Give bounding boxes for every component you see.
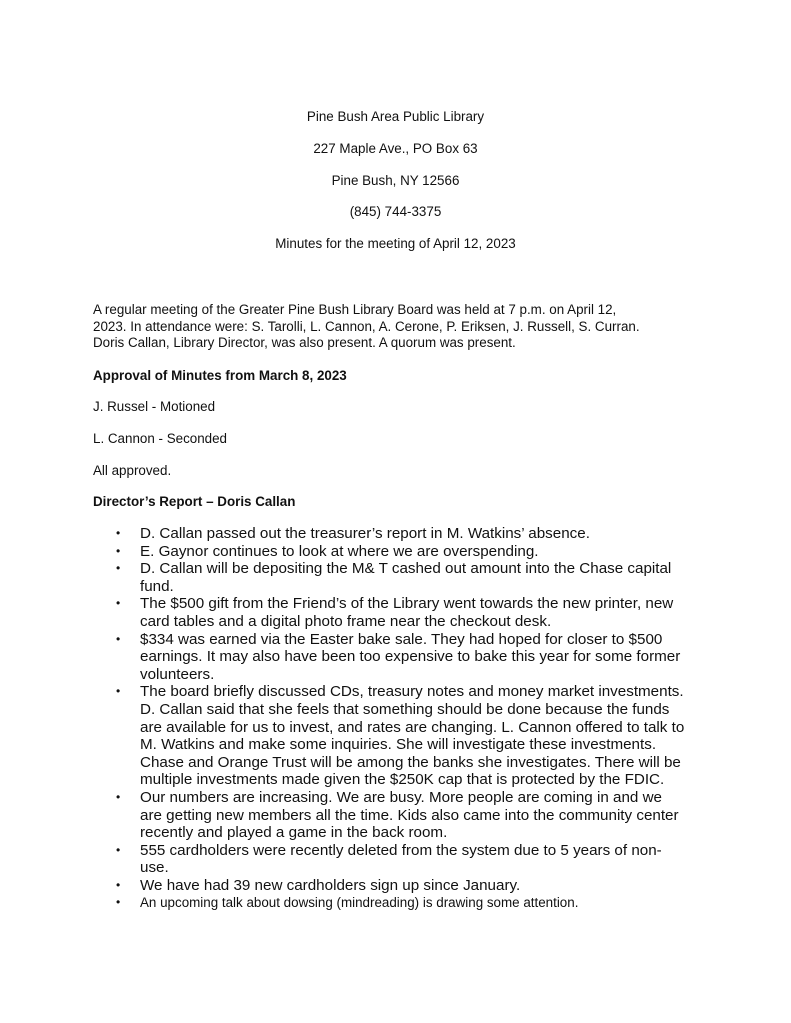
list-item [93,894,703,911]
director-report-list [93,525,703,911]
bullet-icon: • [116,543,121,558]
intro-line: A regular meeting of the Greater Pine Bush Library Board was held at 7 p.m. on April 12, [93,302,617,317]
library-name: Pine Bush Area Public Library [306,109,485,124]
list-item-line: We have had 39 new cardholders sign up since January. [140,876,521,894]
library-address: 227 Maple Ave., PO Box 63 [313,141,478,156]
list-item-line: recently and played a game in the back room. [140,824,448,842]
bullet-icon: • [116,561,121,576]
list-item [93,789,703,842]
approval-seconded: L. Cannon - Seconded [93,431,228,446]
list-item [93,877,703,895]
list-item-line: M. Watkins and make some inquiries. She will investigate these investments. [140,736,657,754]
bullet-icon: • [116,596,121,611]
bullet-icon: • [116,877,121,892]
director-report-heading: Director’s Report – Doris Callan [93,494,296,509]
list-item-line: volunteers. [140,665,215,683]
list-item-line: Our numbers are increasing. We are busy. More people are coming in and we [140,788,662,806]
list-item-line: are getting new members all the time. Kids also came into the community center [140,806,679,824]
bullet-icon: • [116,895,121,910]
list-item [93,683,703,789]
list-item-line: The $500 gift from the Friend’s of the Library went towards the new printer, new [140,595,674,613]
list-item-line: Chase and Orange Trust will be among the banks she investigates. There will be [140,753,681,771]
list-item-line: D. Callan passed out the treasurer’s report in M. Watkins’ absence. [140,525,590,542]
list-item-line: use. [140,859,169,877]
list-item-line: card tables and a digital photo frame near the checkout desk. [140,612,552,630]
list-item [93,631,703,684]
library-phone: (845) 744-3375 [349,204,442,219]
list-item-line: fund. [140,577,174,595]
bullet-icon: • [116,842,121,857]
intro-paragraph [93,302,703,352]
list-item [93,543,703,561]
bullet-icon: • [116,631,121,646]
list-item-line: D. Callan said that she feels that something should be done because the funds [140,700,670,718]
approval-result: All approved. [93,463,172,478]
library-city-state-zip: Pine Bush, NY 12566 [331,173,460,188]
list-item-line: D. Callan will be depositing the M& T cashed out amount into the Chase capital [140,560,672,578]
list-item-line: The board briefly discussed CDs, treasury notes and money market investments. [140,683,684,701]
bullet-icon: • [116,789,121,804]
approval-heading: Approval of Minutes from March 8, 2023 [93,368,347,383]
list-item-line: An upcoming talk about dowsing (mindreading) is drawing some attention. [140,895,579,911]
list-item-line: are available for us to invest, and rates are changing. L. Cannon offered to talk to [140,718,685,736]
list-item [93,842,703,877]
list-item-line: multiple investments made given the $250K cap that is protected by the FDIC. [140,771,665,789]
intro-line: 2023. In attendance were: S. Tarolli, L. Cannon, A. Cerone, P. Eriksen, J. Russell, S. Curran. [93,318,640,334]
list-item [93,595,703,630]
bullet-icon: • [116,526,121,540]
list-item-line: earnings. It may also have been too expensive to bake this year for some former [140,648,681,666]
bullet-icon: • [116,684,121,699]
list-item-line: 555 cardholders were recently deleted from the system due to 5 years of non- [140,841,662,859]
approval-motioned: J. Russel - Motioned [93,399,216,414]
list-item [93,560,703,595]
meeting-title: Minutes for the meeting of April 12, 2023 [275,236,516,251]
list-item-line: $334 was earned via the Easter bake sale. They had hoped for closer to $500 [140,630,663,648]
list-item [93,525,703,543]
list-item-line: E. Gaynor continues to look at where we are overspending. [140,542,539,560]
intro-line: Doris Callan, Library Director, was also present. A quorum was present. [93,335,516,350]
